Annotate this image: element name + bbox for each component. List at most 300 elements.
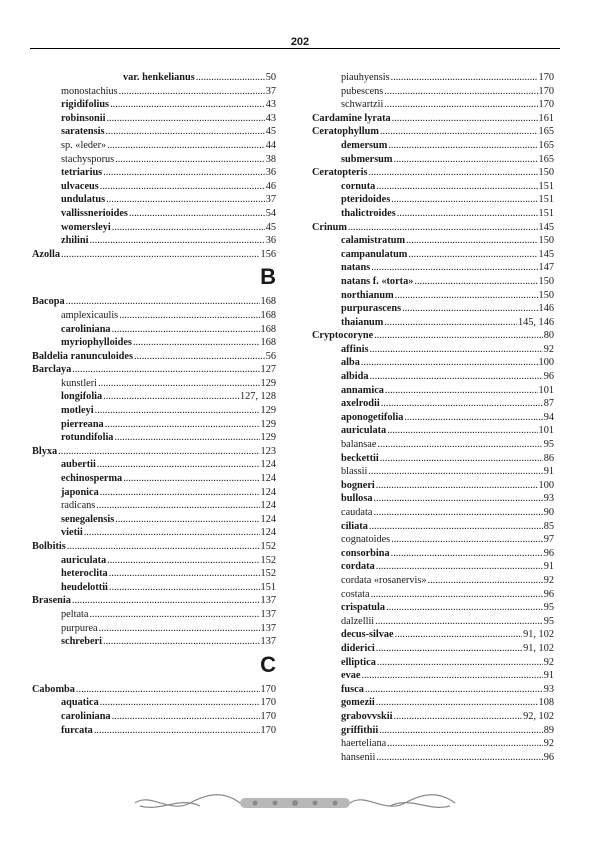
index-entry bbox=[32, 363, 276, 377]
entry-term: auriculata bbox=[61, 554, 107, 566]
index-entry bbox=[32, 696, 276, 710]
index-entry bbox=[312, 588, 554, 602]
index-entry bbox=[32, 390, 276, 404]
index-entry bbox=[312, 71, 554, 85]
index-entry bbox=[312, 139, 554, 153]
index-entry bbox=[312, 234, 554, 248]
entry-term: auriculata bbox=[341, 425, 387, 437]
index-entry bbox=[32, 234, 276, 248]
entry-page-ref: 152 bbox=[260, 541, 276, 552]
entry-page-ref: 124 bbox=[260, 459, 276, 471]
entry-page-ref: 100 bbox=[538, 479, 554, 491]
entry-term: sp. «leder» bbox=[61, 139, 107, 151]
dot-leader bbox=[365, 683, 543, 697]
entry-page-ref: 95 bbox=[543, 615, 554, 627]
entry-page-ref: 168 bbox=[260, 309, 276, 321]
dot-leader bbox=[414, 275, 537, 289]
dot-leader bbox=[381, 397, 543, 411]
entry-page-ref: 156 bbox=[260, 248, 276, 260]
dot-leader bbox=[134, 350, 265, 364]
entry-page-ref: 108 bbox=[538, 697, 554, 709]
index-entry bbox=[312, 411, 554, 425]
dot-leader bbox=[376, 180, 537, 194]
entry-term: schreberi bbox=[61, 636, 102, 648]
entry-page-ref: 91, 102 bbox=[523, 629, 554, 641]
entry-term: Ceratophyllum bbox=[312, 126, 379, 138]
index-entry bbox=[312, 601, 554, 615]
entry-page-ref: 90 bbox=[543, 507, 554, 518]
index-entry bbox=[312, 710, 554, 724]
entry-term: pierreana bbox=[61, 418, 104, 430]
entry-term: vietii bbox=[61, 527, 83, 539]
index-entry bbox=[312, 329, 554, 343]
entry-term: aquatica bbox=[61, 697, 99, 709]
entry-term: thaianum bbox=[341, 316, 384, 328]
index-entry bbox=[32, 710, 276, 724]
dot-leader bbox=[105, 125, 264, 139]
dot-leader bbox=[404, 411, 542, 425]
entry-page-ref: 168 bbox=[260, 296, 276, 308]
entry-page-ref: 93 bbox=[543, 493, 554, 505]
dot-leader bbox=[428, 574, 543, 588]
entry-page-ref: 165 bbox=[538, 139, 554, 151]
entry-page-ref: 137 bbox=[260, 622, 276, 634]
dot-leader bbox=[388, 139, 537, 153]
entry-term: rotundifolia bbox=[61, 432, 114, 444]
entry-term: Cryptocoryne bbox=[312, 330, 374, 342]
dot-leader bbox=[348, 221, 538, 235]
dot-leader bbox=[98, 377, 260, 391]
entry-term: balansae bbox=[341, 439, 377, 451]
index-entry bbox=[312, 560, 554, 574]
entry-page-ref: 56 bbox=[265, 350, 276, 362]
dot-leader bbox=[361, 356, 538, 370]
index-entry bbox=[32, 683, 276, 697]
entry-page-ref: 170 bbox=[260, 697, 276, 709]
dot-leader bbox=[377, 656, 543, 670]
entry-term: beckettii bbox=[341, 452, 379, 464]
entry-page-ref: 168 bbox=[260, 337, 276, 349]
entry-term: zhilini bbox=[61, 235, 89, 247]
entry-term: dalzellii bbox=[341, 615, 375, 627]
section-letter-c: C bbox=[260, 651, 276, 677]
entry-page-ref: 96 bbox=[543, 371, 554, 383]
index-entry bbox=[32, 112, 276, 126]
dot-leader bbox=[109, 581, 260, 595]
dot-leader bbox=[94, 724, 260, 738]
entry-page-ref: 86 bbox=[543, 452, 554, 464]
dot-leader bbox=[112, 710, 260, 724]
dot-leader bbox=[391, 547, 543, 561]
entry-term: costata bbox=[341, 588, 370, 600]
entry-page-ref: 170 bbox=[260, 710, 276, 722]
entry-term: hansenii bbox=[341, 751, 376, 763]
dot-leader bbox=[386, 601, 543, 615]
entry-term: Bacopa bbox=[32, 296, 65, 308]
entry-term: evae bbox=[341, 670, 361, 682]
index-entry bbox=[312, 656, 554, 670]
dot-leader bbox=[371, 588, 543, 602]
entry-page-ref: 91, 102 bbox=[523, 642, 554, 654]
dot-leader bbox=[99, 622, 260, 636]
index-entry bbox=[32, 540, 276, 554]
dot-leader bbox=[106, 112, 264, 126]
entry-term: haerteliana bbox=[341, 738, 387, 750]
entry-term: Baldelia ranunculoides bbox=[32, 350, 133, 362]
entry-page-ref: 137 bbox=[260, 608, 276, 620]
index-entry bbox=[312, 452, 554, 466]
dot-leader bbox=[133, 336, 260, 350]
entry-term: cornuta bbox=[341, 180, 376, 192]
dot-leader bbox=[377, 438, 542, 452]
dot-leader bbox=[196, 71, 265, 85]
index-column-right bbox=[312, 71, 554, 764]
entry-page-ref: 170 bbox=[260, 724, 276, 736]
entry-term: caroliniana bbox=[61, 323, 111, 335]
entry-page-ref: 92, 102 bbox=[523, 710, 554, 722]
entry-page-ref: 96 bbox=[543, 547, 554, 559]
dot-leader bbox=[95, 404, 260, 418]
entry-term: robinsonii bbox=[61, 112, 106, 124]
entry-term: decus-silvae bbox=[341, 629, 394, 641]
dot-leader bbox=[115, 513, 259, 527]
index-entry bbox=[312, 506, 554, 520]
entry-page-ref: 92 bbox=[543, 574, 554, 586]
entry-page-ref: 170 bbox=[538, 85, 554, 97]
entry-page-ref: 44 bbox=[265, 139, 276, 151]
dot-leader bbox=[109, 567, 260, 581]
entry-term: albida bbox=[341, 371, 369, 383]
section-letter-b: B bbox=[260, 264, 276, 290]
entry-page-ref: 123 bbox=[260, 445, 276, 457]
entry-term: vallissnerioides bbox=[61, 207, 128, 219]
dot-leader bbox=[112, 221, 265, 235]
index-entry bbox=[32, 221, 276, 235]
dot-leader bbox=[387, 424, 537, 438]
entry-term: annamica bbox=[341, 384, 384, 396]
entry-page-ref: 50 bbox=[265, 72, 276, 83]
page-number: 202 bbox=[290, 36, 310, 48]
dot-leader bbox=[379, 724, 543, 738]
entry-page-ref: 170 bbox=[260, 683, 276, 695]
dot-leader bbox=[368, 166, 537, 180]
dot-leader bbox=[384, 98, 537, 112]
dot-leader bbox=[384, 85, 537, 99]
entry-page-ref: 129 bbox=[260, 377, 276, 389]
dot-leader bbox=[97, 458, 260, 472]
entry-page-ref: 96 bbox=[543, 751, 554, 763]
entry-term: womersleyi bbox=[61, 221, 111, 233]
index-entry bbox=[32, 608, 276, 622]
index-entry bbox=[32, 418, 276, 432]
index-entry bbox=[32, 295, 276, 309]
index-entry bbox=[32, 622, 276, 636]
index-entry bbox=[312, 207, 554, 221]
entry-term: senegalensis bbox=[61, 513, 115, 525]
entry-page-ref: 170 bbox=[538, 99, 554, 111]
index-entry bbox=[312, 221, 554, 235]
entry-term: elliptica bbox=[341, 656, 376, 668]
dot-leader bbox=[361, 669, 542, 683]
index-entry bbox=[32, 166, 276, 180]
entry-page-ref: 92 bbox=[543, 343, 554, 355]
dot-leader bbox=[402, 302, 537, 316]
entry-term: cognatoides bbox=[341, 534, 391, 546]
dot-leader bbox=[380, 125, 538, 139]
entry-page-ref: 96 bbox=[543, 588, 554, 600]
index-entry bbox=[32, 594, 276, 608]
dot-leader bbox=[76, 683, 260, 697]
entry-page-ref: 54 bbox=[265, 207, 276, 219]
entry-page-ref: 150 bbox=[538, 235, 554, 247]
dot-leader bbox=[369, 520, 543, 534]
index-entry bbox=[312, 547, 554, 561]
entry-page-ref: 124 bbox=[260, 527, 276, 539]
entry-page-ref: 38 bbox=[265, 153, 276, 165]
index-entry bbox=[32, 724, 276, 738]
index-entry bbox=[312, 615, 554, 629]
index-entry bbox=[312, 112, 554, 126]
dot-leader bbox=[84, 526, 260, 540]
entry-term: radicans bbox=[61, 500, 96, 512]
entry-term: purpurascens bbox=[341, 303, 402, 315]
entry-term: cordata «rosanervis» bbox=[341, 574, 427, 586]
entry-page-ref: 37 bbox=[265, 85, 276, 97]
dot-leader bbox=[100, 696, 260, 710]
entry-term: peltata bbox=[61, 608, 89, 620]
entry-term: tetriarius bbox=[61, 167, 103, 179]
index-entry bbox=[312, 520, 554, 534]
index-entry bbox=[312, 737, 554, 751]
entry-term: Azolla bbox=[32, 248, 61, 260]
dot-leader bbox=[371, 261, 537, 275]
entry-term: Crinum bbox=[312, 221, 347, 233]
dot-leader bbox=[105, 418, 260, 432]
entry-term: cordata bbox=[341, 561, 375, 573]
entry-term: saratensis bbox=[61, 126, 105, 138]
index-entry bbox=[312, 384, 554, 398]
dot-leader bbox=[376, 560, 543, 574]
entry-page-ref: 45 bbox=[265, 126, 276, 138]
entry-term: Ceratopteris bbox=[312, 167, 368, 179]
entry-page-ref: 137 bbox=[260, 595, 276, 607]
dot-leader bbox=[397, 207, 538, 221]
entry-term: aubertii bbox=[61, 459, 96, 471]
index-entry bbox=[312, 98, 554, 112]
index-entry bbox=[32, 581, 276, 595]
entry-page-ref: 147 bbox=[538, 262, 554, 274]
entry-page-ref: 129 bbox=[260, 405, 276, 417]
entry-term: Barclaya bbox=[32, 364, 72, 376]
index-entry bbox=[32, 499, 276, 513]
index-entry bbox=[32, 207, 276, 221]
entry-term: japonica bbox=[61, 486, 99, 498]
entry-page-ref: 150 bbox=[538, 275, 554, 287]
index-entry bbox=[312, 628, 554, 642]
entry-page-ref: 170 bbox=[538, 72, 554, 83]
dot-leader bbox=[106, 193, 265, 207]
entry-term: blassii bbox=[341, 466, 368, 478]
dot-leader bbox=[89, 234, 264, 248]
entry-term: natans bbox=[341, 262, 371, 274]
entry-page-ref: 152 bbox=[260, 554, 276, 566]
entry-page-ref: 91 bbox=[543, 670, 554, 682]
entry-term: amplexicaulis bbox=[61, 309, 119, 321]
entry-term: ulvaceus bbox=[61, 180, 99, 192]
entry-term: Blyxa bbox=[32, 445, 58, 457]
entry-page-ref: 92 bbox=[543, 656, 554, 668]
entry-page-ref: 127 bbox=[260, 364, 276, 376]
entry-term: pteridoides bbox=[341, 194, 391, 206]
dot-leader bbox=[376, 479, 538, 493]
index-entry bbox=[312, 193, 554, 207]
index-entry bbox=[312, 696, 554, 710]
index-entry bbox=[32, 554, 276, 568]
entry-page-ref: 97 bbox=[543, 534, 554, 546]
dot-leader bbox=[89, 608, 259, 622]
entry-page-ref: 94 bbox=[543, 411, 554, 423]
entry-term: ciliata bbox=[341, 520, 368, 532]
dot-leader bbox=[394, 710, 523, 724]
entry-term: schwartzii bbox=[341, 99, 384, 111]
dot-leader bbox=[103, 635, 260, 649]
entry-page-ref: 124 bbox=[260, 473, 276, 485]
header-rule bbox=[30, 48, 560, 49]
entry-term: fusca bbox=[341, 683, 364, 695]
entry-page-ref: 127, 128 bbox=[239, 391, 276, 403]
index-entry bbox=[32, 567, 276, 581]
entry-term: caroliniana bbox=[61, 710, 111, 722]
entry-page-ref: 124 bbox=[260, 500, 276, 512]
entry-term: furcata bbox=[61, 724, 93, 736]
entry-page-ref: 150 bbox=[538, 167, 554, 179]
index-entry bbox=[32, 323, 276, 337]
dot-leader bbox=[67, 540, 260, 554]
entry-page-ref: 95 bbox=[543, 602, 554, 614]
entry-term: submersum bbox=[341, 153, 393, 165]
entry-page-ref: 124 bbox=[260, 513, 276, 525]
dot-leader bbox=[114, 431, 259, 445]
entry-page-ref: 151 bbox=[538, 180, 554, 192]
entry-term: demersum bbox=[341, 139, 388, 151]
index-entry bbox=[312, 724, 554, 738]
entry-term: kunstleri bbox=[61, 377, 98, 389]
dot-leader bbox=[391, 71, 538, 85]
entry-term: heudelottii bbox=[61, 581, 108, 593]
entry-page-ref: 145 bbox=[538, 248, 554, 260]
dot-leader bbox=[58, 445, 259, 459]
dot-leader bbox=[373, 506, 542, 520]
index-entry bbox=[32, 635, 276, 649]
entry-page-ref: 146 bbox=[538, 303, 554, 315]
entry-term: diderici bbox=[341, 642, 375, 654]
entry-page-ref: 95 bbox=[543, 439, 554, 451]
entry-term: purpurea bbox=[61, 622, 98, 634]
dot-leader bbox=[374, 329, 543, 343]
entry-term: heteroclita bbox=[61, 568, 108, 580]
index-entry bbox=[312, 153, 554, 167]
index-entry bbox=[312, 180, 554, 194]
entry-page-ref: 85 bbox=[543, 520, 554, 532]
index-entry bbox=[32, 193, 276, 207]
dot-leader bbox=[66, 295, 260, 309]
index-entry bbox=[312, 533, 554, 547]
entry-page-ref: 92 bbox=[543, 738, 554, 750]
entry-page-ref: 150 bbox=[538, 289, 554, 301]
entry-term: consorbina bbox=[341, 547, 390, 559]
dot-leader bbox=[103, 390, 239, 404]
index-entry bbox=[32, 472, 276, 486]
dot-leader bbox=[72, 594, 260, 608]
index-entry bbox=[312, 289, 554, 303]
index-entry bbox=[32, 458, 276, 472]
dot-leader bbox=[387, 737, 543, 751]
entry-term: thalictroides bbox=[341, 207, 396, 219]
entry-term: crispatula bbox=[341, 602, 386, 614]
entry-term: Brasenia bbox=[32, 595, 71, 607]
index-entry bbox=[312, 316, 554, 330]
index-entry bbox=[312, 370, 554, 384]
entry-term: monostachius bbox=[61, 85, 118, 97]
entry-term: longifolia bbox=[61, 391, 103, 403]
entry-term: Bolbitis bbox=[32, 541, 66, 552]
dot-leader bbox=[395, 628, 522, 642]
index-entry bbox=[32, 486, 276, 500]
dot-leader bbox=[119, 85, 265, 99]
dot-leader bbox=[376, 696, 538, 710]
entry-page-ref: 91 bbox=[543, 466, 554, 478]
entry-page-ref: 137 bbox=[260, 636, 276, 648]
entry-page-ref: 101 bbox=[538, 425, 554, 437]
entry-term: echinosperma bbox=[61, 473, 123, 485]
entry-page-ref: 168 bbox=[260, 323, 276, 335]
index-entry bbox=[312, 356, 554, 370]
entry-page-ref: 93 bbox=[543, 683, 554, 695]
index-entry bbox=[32, 377, 276, 391]
entry-term: axelrodii bbox=[341, 398, 380, 410]
index-entry bbox=[312, 261, 554, 275]
entry-page-ref: 151 bbox=[538, 194, 554, 206]
index-column-left bbox=[32, 71, 276, 737]
entry-term: bullosa bbox=[341, 493, 373, 505]
entry-page-ref: 129 bbox=[260, 432, 276, 444]
dot-leader bbox=[380, 452, 543, 466]
entry-page-ref: 91 bbox=[543, 561, 554, 573]
index-entry bbox=[32, 125, 276, 139]
entry-term: campanulatum bbox=[341, 248, 408, 260]
index-entry bbox=[312, 479, 554, 493]
entry-term: bogneri bbox=[341, 479, 375, 491]
footer-ornament bbox=[130, 792, 460, 814]
entry-term: natans f. «torta» bbox=[341, 275, 414, 287]
entry-page-ref: 36 bbox=[265, 167, 276, 179]
dot-leader bbox=[123, 472, 259, 486]
dot-leader bbox=[385, 384, 538, 398]
dot-leader bbox=[369, 370, 542, 384]
index-entry bbox=[32, 309, 276, 323]
entry-page-ref: 46 bbox=[265, 180, 276, 192]
entry-term: Cabomba bbox=[32, 683, 75, 695]
index-entry bbox=[312, 248, 554, 262]
dot-leader bbox=[100, 180, 265, 194]
entry-page-ref: 43 bbox=[265, 112, 276, 124]
dot-leader bbox=[119, 309, 259, 323]
dot-leader bbox=[406, 234, 537, 248]
index-entry bbox=[32, 404, 276, 418]
entry-page-ref: 165 bbox=[538, 126, 554, 138]
dot-leader bbox=[107, 139, 265, 153]
entry-page-ref: 43 bbox=[265, 99, 276, 111]
